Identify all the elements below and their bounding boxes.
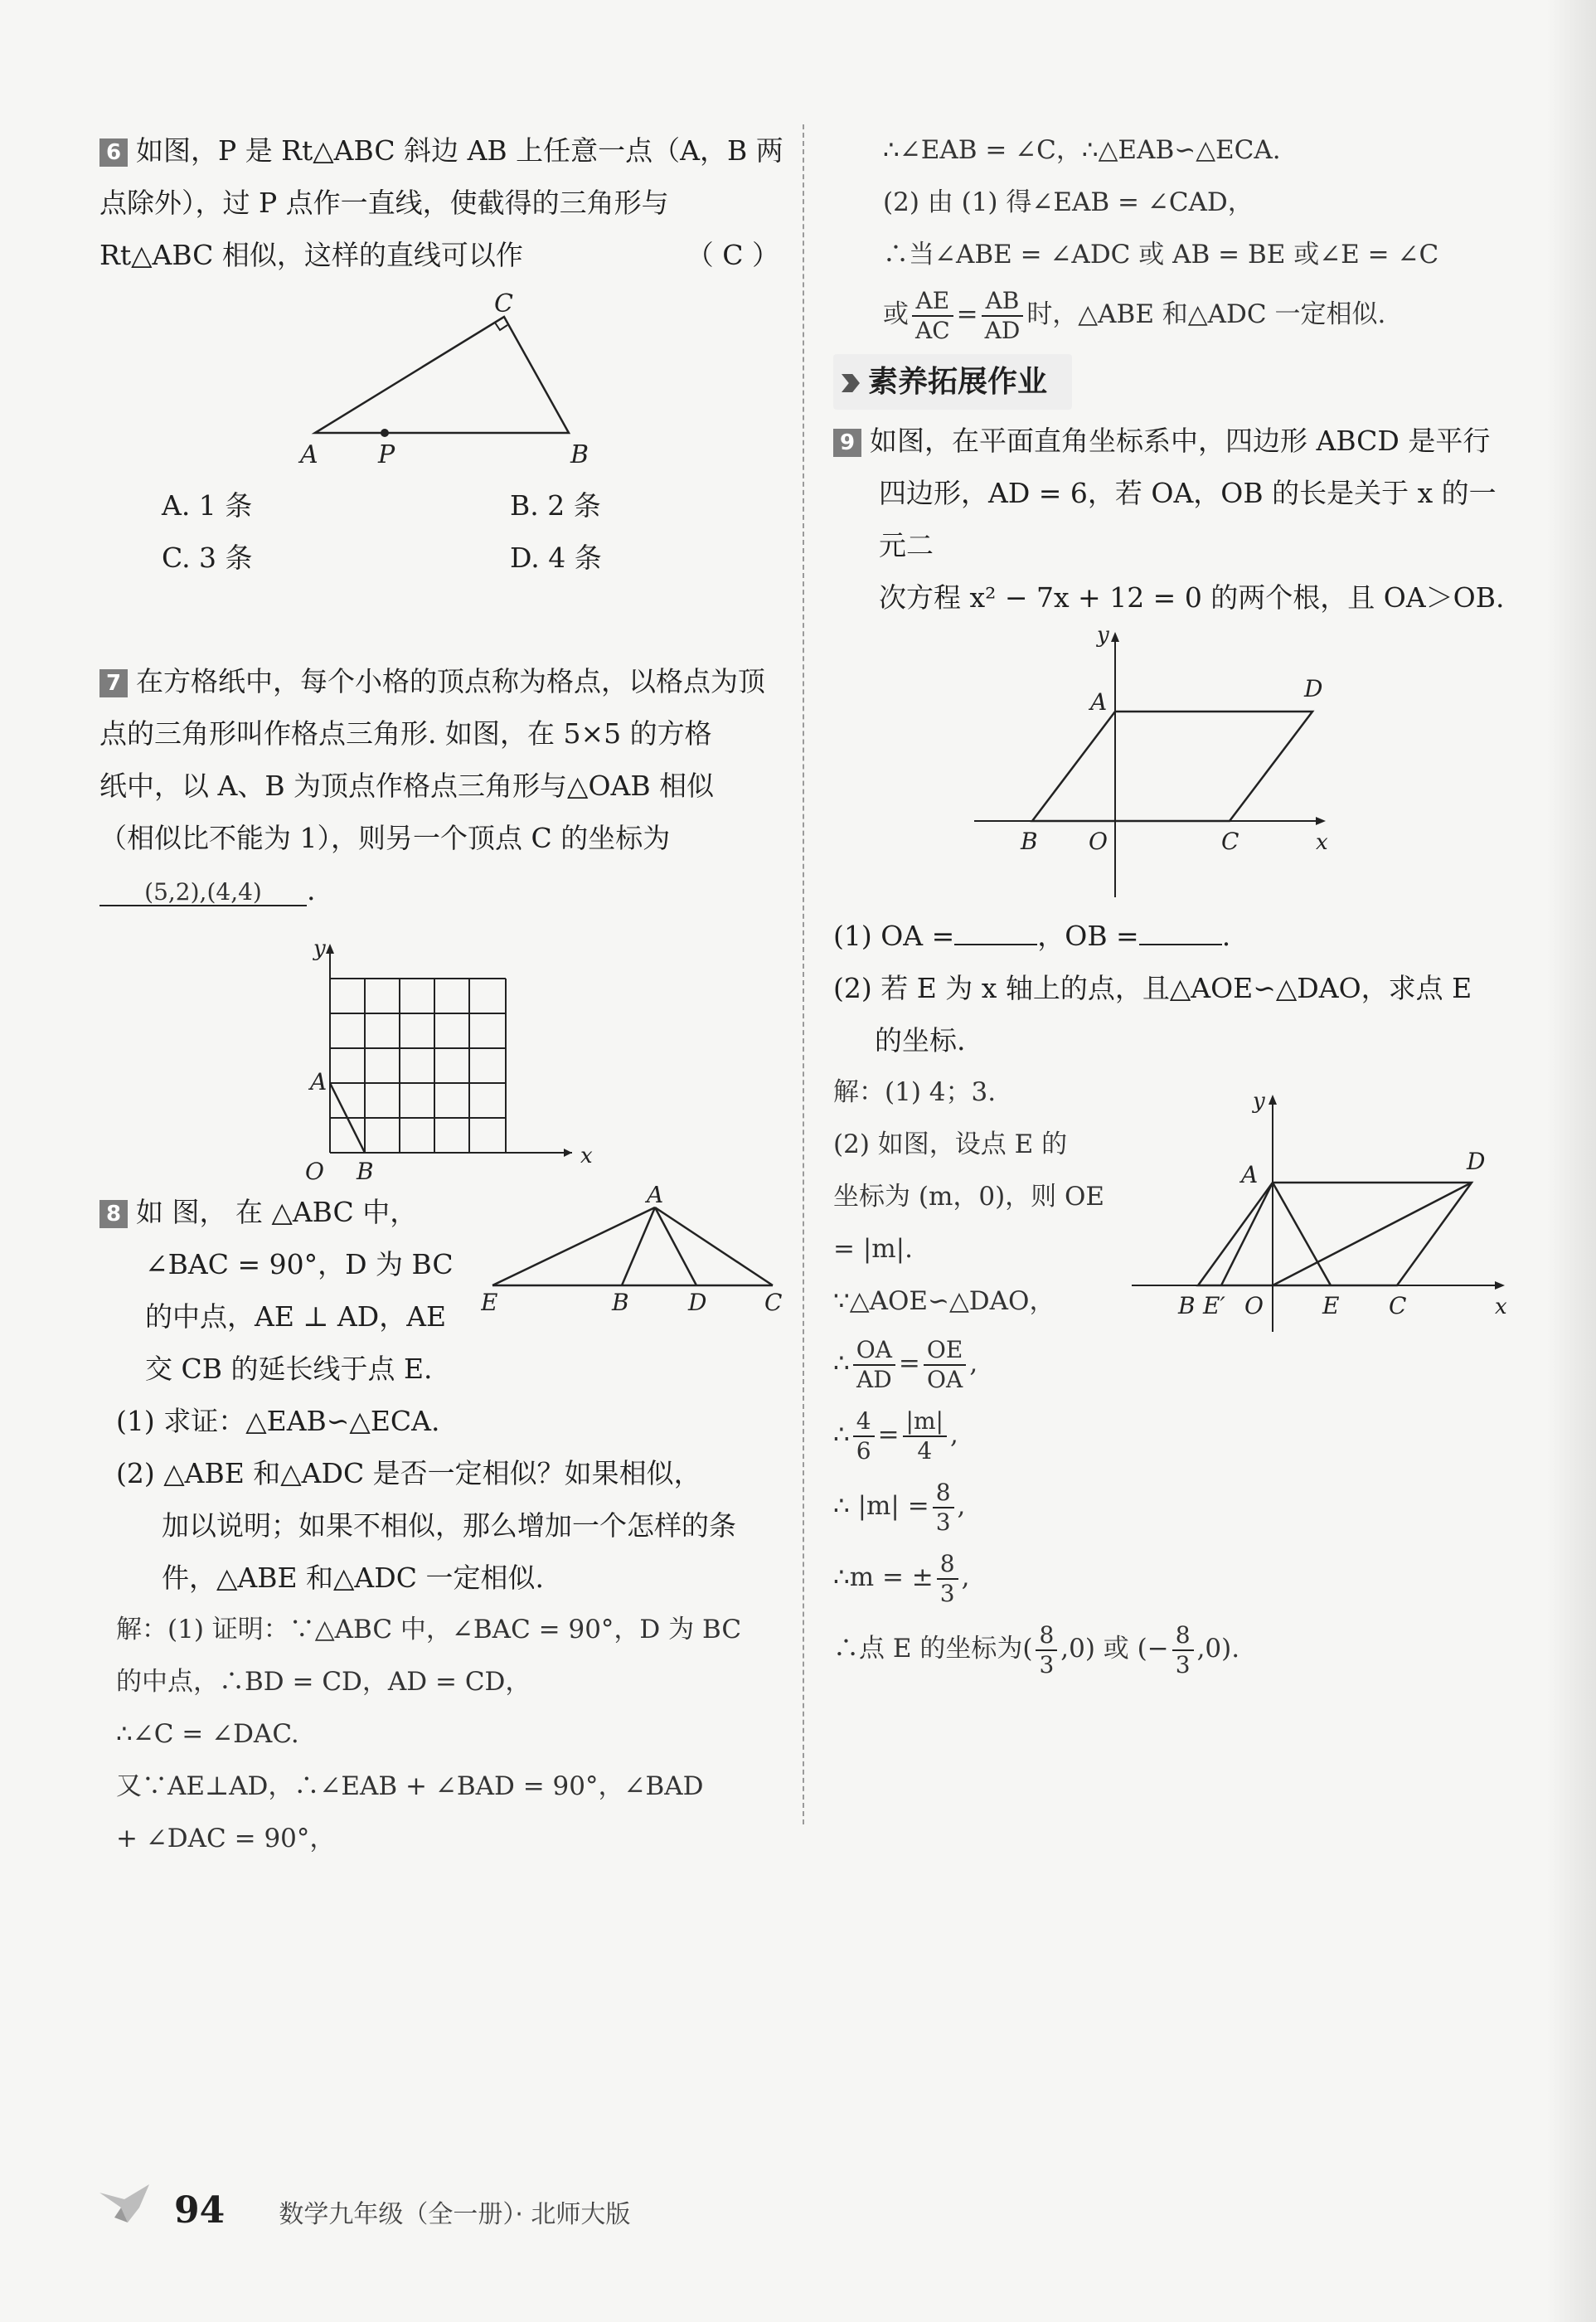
label-b: B [1021,828,1038,855]
solution-line: (2) 由 (1) 得∠EAB = ∠CAD， [883,187,1254,217]
page-edge-shadow [1546,0,1596,2322]
fraction [853,1407,875,1465]
solution-line: ∴m = ± $\frac{8}{3}$ , [833,1549,970,1607]
choice-b[interactable]: B. 2 条 [510,489,601,522]
figure-container [833,624,1513,910]
choice-c[interactable]: C. 3 条 [162,542,253,574]
label-b: B [1178,1292,1196,1319]
problem-question: (1) 求证：△EAB∽△ECA. [116,1405,440,1437]
x-axis-arrow [1495,1281,1505,1290]
numerator: AE [912,287,953,317]
problem-text: 的中点，AE ⊥ AD，AE [145,1300,447,1333]
solution-line: (2) 如图，设点 E 的 [833,1129,1068,1159]
label-d: D [1304,675,1323,702]
segment-ae-prime [1221,1183,1273,1285]
label-b: B [612,1289,629,1316]
problem-text: 如图，P 是 Rt△ABC 斜边 AB 上任意一点（A，B 两 [136,134,783,167]
denominator: AC [915,316,950,344]
fraction [912,287,953,345]
text: 或 [883,299,909,329]
label-o: O [1244,1292,1264,1319]
text: (1) OA = [833,920,955,952]
denominator: AD [984,316,1021,344]
label-x: x [1316,830,1328,855]
label-c: C [1221,828,1239,855]
label-y: y [1253,1089,1265,1114]
text: ∴m = ± [833,1562,934,1592]
label-a: A [300,440,318,469]
triangle-abc [315,317,569,433]
book-title: 数学九年级（全一册）· 北师大版 [279,2200,631,2229]
label-e: E [481,1289,498,1316]
text: ∴ [833,1348,850,1378]
fraction [937,1550,958,1608]
solution-line: 的中点，∴BD = CD，AD = CD， [116,1667,531,1697]
triangle-figure-8 [481,1186,796,1335]
label-y: y [313,937,326,961]
numerator: 8 [1036,1621,1057,1651]
label-o: O [1089,828,1108,855]
problem-text: 如图，在平面直角坐标系中，四边形 ABCD 是平行 [870,425,1491,457]
solution-line: + ∠DAC = 90°， [116,1824,336,1853]
solution-line [833,1613,1513,1684]
problem-text: 次方程 x² − 7x + 12 = 0 的两个根，且 OA＞OB. [879,581,1505,614]
denominator: 3 [1039,1650,1055,1678]
label-c: C [494,290,513,318]
solution-line: 解：(1) 证明：∵△ABC 中，∠BAC = 90°，D 为 BC [116,1615,742,1644]
fraction [924,1336,966,1394]
answer-blank: (5,2),(4,4) [99,880,307,906]
problem-text: （相似比不能为 1），则另一个顶点 C 的坐标为 [99,822,671,854]
solution-line: ∴当∠ABE = ∠ADC 或 AB = BE 或∠E = ∠C [883,240,1439,270]
y-axis-arrow [326,944,334,954]
y-axis-arrow [1269,1095,1277,1105]
problem-text: 点除外），过 P 点作一直线，使截得的三角形与 [99,187,669,219]
problem-text: ∠BAC = 90°，D 为 BC [145,1248,454,1280]
fraction [903,1407,947,1465]
label-a: A [1090,688,1108,716]
denominator: 3 [935,1508,951,1536]
numerator: 8 [1172,1621,1194,1651]
numerator: 4 [853,1407,875,1437]
problem-number-badge: 8 [99,1200,128,1228]
problem-text: 纸中，以 A、B 为顶点作格点三角形与△OAB 相似 [99,770,715,802]
section-header [833,354,1513,410]
bird-logo-icon [99,2184,158,2226]
denominator: 4 [917,1436,933,1465]
choice-d[interactable]: D. 4 条 [510,542,602,574]
text: . [1221,920,1231,952]
label-x: x [580,1144,593,1168]
page-footer [99,2189,630,2232]
parallelogram-abcd [1198,1183,1472,1285]
solution-line: ∴ $\frac{4}{6}$ = $\frac{|m|}{4}$ , [833,1406,958,1465]
question-2: (2) 若 E 为 x 轴上的点，且△AOE∽△DAO，求点 E [833,972,1472,1004]
denominator: AD [856,1365,892,1393]
text: ∴点 E 的坐标为 [833,1634,1023,1664]
parallelogram-abcd [1032,712,1312,821]
label-y: y [1097,624,1109,648]
denominator: 6 [856,1436,871,1465]
choice-list [99,479,842,584]
problem-question: 件，△ABE 和△ADC 一定相似. [162,1562,544,1594]
right-angle-mark [495,323,507,330]
x-axis-arrow [564,1149,572,1157]
point-p [381,429,389,437]
label-e: E [1322,1292,1340,1319]
solution-line: 又∵AE⊥AD，∴∠EAB + ∠BAD = 90°，∠BAD [116,1771,704,1801]
label-b: B [570,440,589,469]
label-e-prime: E′ [1203,1292,1225,1319]
solution-line: ∴ $\frac{OA}{AD}$ = $\frac{OE}{OA}$ , [833,1335,978,1393]
label-a: A [1241,1161,1259,1188]
solution-line [833,281,1513,347]
label-c: C [1389,1292,1407,1319]
answer-mark: （ C ） [686,239,779,271]
problem-question: (2) △ABE 和△ADC 是否一定相似？如果相似， [116,1457,701,1489]
problem-text: Rt△ABC 相似，这样的直线可以作 [99,239,523,271]
denominator: OA [927,1365,963,1393]
problem-text: 四边形，AD = 6，若 OA，OB 的长是关于 x 的一元二 [879,477,1497,561]
numerator: AB [982,287,1024,317]
label-d: D [1467,1148,1486,1175]
label-o: O [305,1158,324,1185]
segment-ac [655,1207,773,1285]
label-x: x [1495,1295,1507,1319]
y-axis-arrow [1111,632,1119,642]
text: 时，△ABE 和△ADC 一定相似. [1026,299,1386,329]
period: . [307,874,316,906]
solution-9 [833,1066,1513,1684]
problem-6 [99,124,788,655]
segment-ea [492,1207,655,1285]
parallelogram-figure-2 [1132,1083,1521,1340]
blank-oa[interactable] [954,944,1037,945]
choice-a[interactable]: A. 1 条 [162,489,253,522]
problem-text: 在方格纸中，每个小格的顶点称为格点，以格点为顶 [136,665,765,697]
problem-question: 加以说明；如果不相似，那么增加一个怎样的条 [162,1509,736,1542]
text: ,0). [1196,1634,1240,1664]
problem-8 [99,1186,788,1865]
problem-text: 点的三角形叫作格点三角形. 如图，在 5×5 的方格 [99,717,712,750]
problem-number-badge: 7 [99,669,128,697]
segment-ad [655,1207,696,1285]
problem-text: 交 CB 的延长线于点 E. [145,1353,433,1385]
numerator: 8 [933,1479,954,1508]
triangle-figure [290,290,721,481]
label-p: P [378,440,395,469]
label-a: A [647,1186,664,1208]
numerator: 8 [937,1550,958,1580]
solution-line: = |m|. [833,1234,913,1264]
arrow-icon [842,374,860,392]
column-divider [803,124,804,1824]
page-number: 94 [174,2189,226,2232]
denominator: 3 [939,1579,955,1607]
problem-9 [833,415,1513,1684]
segment-ab [622,1207,655,1285]
problem-number-badge: 9 [833,429,861,457]
parallelogram-figure [974,624,1339,906]
label-c: C [764,1289,783,1316]
fraction [982,287,1024,345]
solution-line: ∴∠EAB = ∠C，∴△EAB∽△ECA. [883,135,1281,165]
solution-line: 坐标为 (m，0)，则 OE [833,1182,1105,1212]
problem-text: 如 图， 在 △ABC 中， [136,1196,418,1228]
grid-figure [290,937,688,1186]
section-title-text: 素养拓展作业 [868,365,1048,399]
solution-line: ∵△AOE∽△DAO， [833,1286,1055,1316]
equals: = [956,299,978,329]
fraction [1036,1621,1057,1679]
text: ( [1022,1634,1033,1664]
left-column [99,124,788,1865]
fraction [933,1479,954,1537]
label-a: A [310,1068,327,1095]
problem-number-badge: 6 [99,138,128,167]
text: ∴ [833,1420,850,1450]
text: ∴ |m| = [833,1491,929,1521]
text: ,0) 或 (− [1060,1634,1169,1664]
text: ，OB = [1037,920,1139,952]
solution-line: ∴∠C = ∠DAC. [116,1719,299,1749]
label-d: D [688,1289,707,1316]
x-axis-arrow [1316,817,1326,825]
solution-line: 解：(1) 4；3. [833,1077,997,1107]
grid-lines [330,979,506,1153]
numerator: OE [924,1336,966,1366]
section-title [833,354,1072,410]
numerator: |m| [903,1407,947,1437]
question-2-cont: 的坐标. [875,1024,966,1057]
right-column [833,124,1513,1684]
numerator: OA [853,1336,895,1366]
label-b: B [357,1158,374,1185]
solution-line: ∴ |m| = $\frac{8}{3}$ , [833,1478,966,1536]
problem-7 [99,655,788,1186]
fraction [853,1336,895,1394]
question-1 [833,910,1513,962]
fraction [1172,1621,1194,1679]
denominator: 3 [1175,1650,1191,1678]
blank-ob[interactable] [1139,944,1222,945]
